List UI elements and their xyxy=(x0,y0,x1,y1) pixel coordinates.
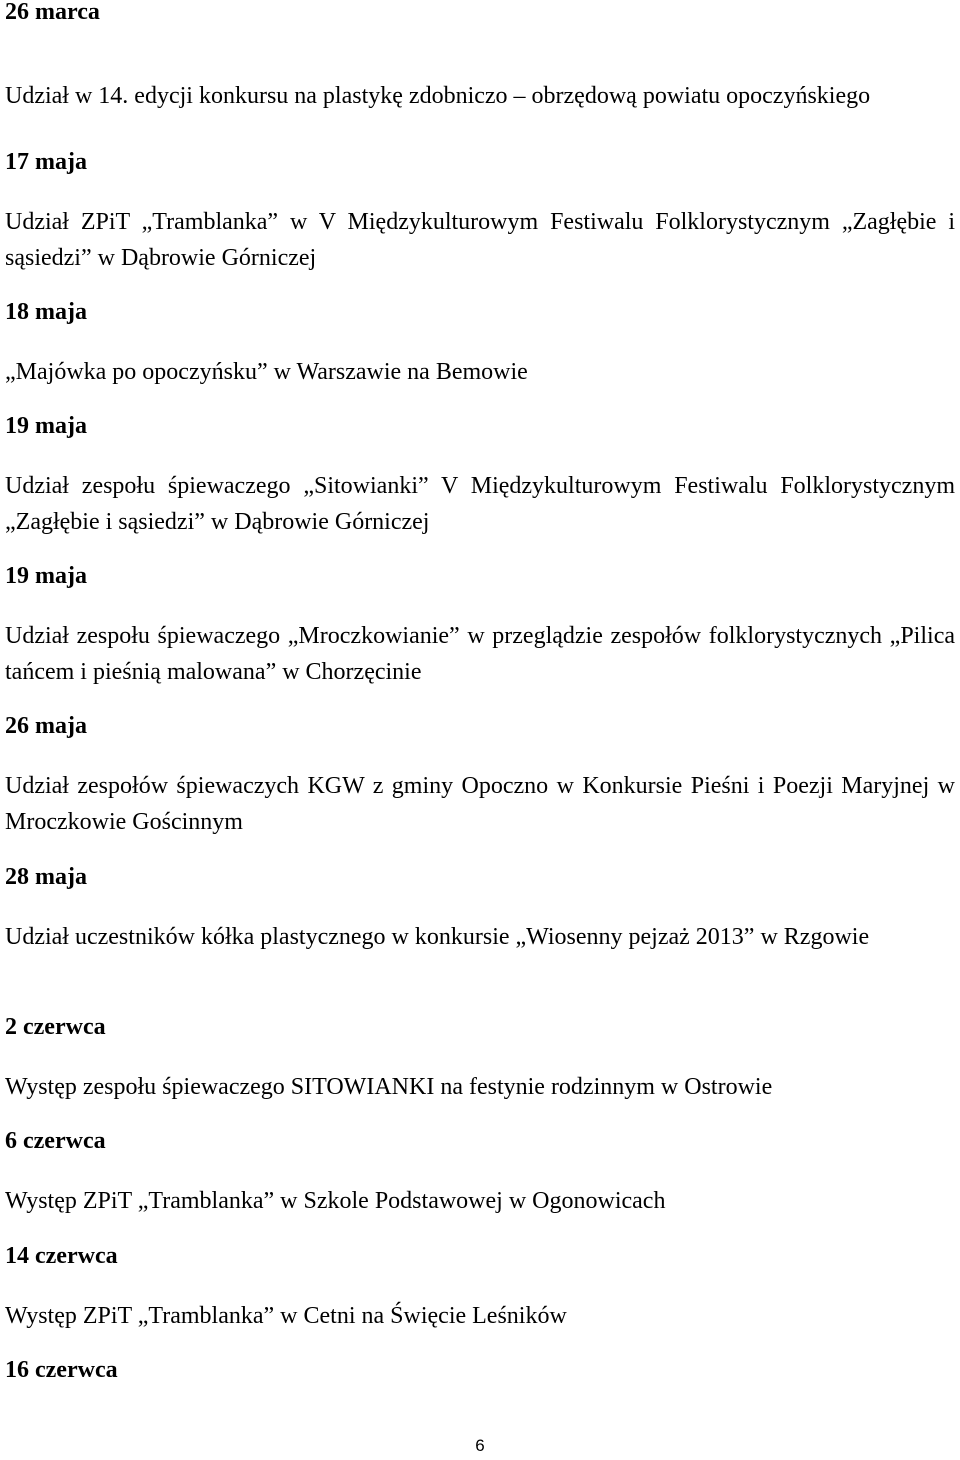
event-description: Występ ZPiT „Tramblanka” w Cetni na Święcie Leśników xyxy=(5,1303,567,1329)
page-number: 6 xyxy=(475,1436,485,1455)
event-date: 26 marca xyxy=(5,0,100,25)
event-entry xyxy=(5,1356,955,1384)
event-entry xyxy=(5,298,955,390)
event-entry xyxy=(5,562,955,690)
event-entry xyxy=(5,863,955,955)
event-entry xyxy=(5,1127,955,1219)
event-date: 14 czerwca xyxy=(5,1243,118,1269)
event-description: „Majówka po opoczyńsku” w Warszawie na Bemowie xyxy=(5,359,528,385)
event-description: Udział uczestników kółka plastycznego w konkursie „Wiosenny pejzaż 2013” w Rzgowie xyxy=(5,924,870,950)
event-description: Udział zespołów śpiewaczych KGW z gminy Opoczno w Konkursie Pieśni i Poezji Maryjnej w Mroczkowie Gościnnym xyxy=(5,773,955,835)
event-entry xyxy=(5,412,955,540)
event-date: 28 maja xyxy=(5,864,87,890)
event-date: 18 maja xyxy=(5,299,87,325)
event-description: Udział zespołu śpiewaczego „Mroczkowianie” w przeglądzie zespołów folklorystycznych „Pilica tańcem i pieśnią malowana” w Chorzęcinie xyxy=(5,623,955,685)
event-description: Udział ZPiT „Tramblanka” w V Międzykulturowym Festiwalu Folklorystycznym „Zagłębie i sąsiedzi” w Dąbrowie Górniczej xyxy=(5,209,955,271)
event-date: 19 maja xyxy=(5,563,87,589)
event-date: 2 czerwca xyxy=(5,1014,106,1040)
event-date: 17 maja xyxy=(5,149,87,175)
event-description: Udział w 14. edycji konkursu na plastykę zdobniczo – obrzędową powiatu opoczyńskiego xyxy=(5,83,871,109)
event-date: 26 maja xyxy=(5,713,87,739)
event-entry xyxy=(5,712,955,840)
event-date: 6 czerwca xyxy=(5,1128,106,1154)
event-entry xyxy=(5,1013,955,1105)
event-entry xyxy=(5,148,955,276)
event-description: Udział zespołu śpiewaczego „Sitowianki” V Międzykulturowym Festiwalu Folklorystycznym „Zagłębie i sąsiedzi” w Dąbrowie Górniczej xyxy=(5,473,955,535)
event-description: Występ ZPiT „Tramblanka” w Szkole Podstawowej w Ogonowicach xyxy=(5,1188,666,1214)
event-date: 19 maja xyxy=(5,413,87,439)
event-description: Występ zespołu śpiewaczego SITOWIANKI na festynie rodzinnym w Ostrowie xyxy=(5,1074,773,1100)
event-entry xyxy=(5,1242,955,1334)
event-date: 16 czerwca xyxy=(5,1357,118,1383)
